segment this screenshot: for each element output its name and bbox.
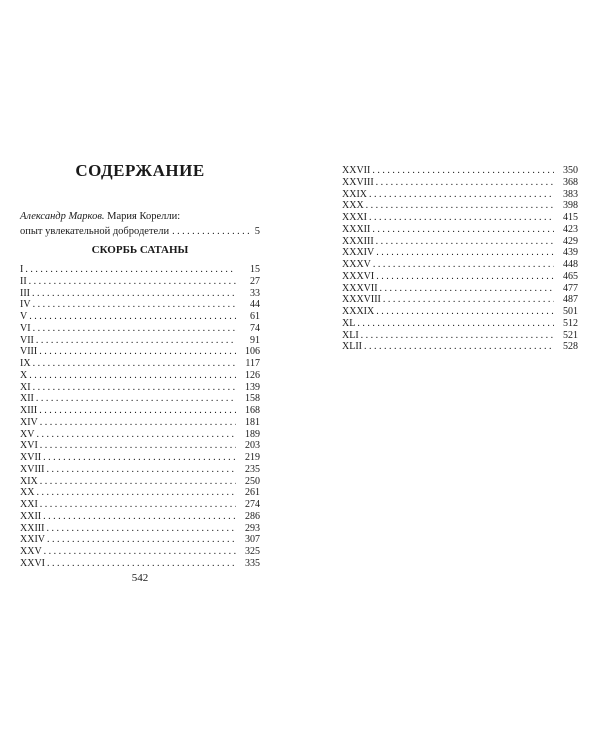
toc-entry (20, 299, 260, 311)
toc-entry (342, 271, 578, 283)
intro-page: 5 (254, 226, 260, 237)
chapter-numeral: XXXII (342, 223, 371, 235)
dot-leader (36, 487, 236, 499)
chapter-page: 477 (563, 282, 578, 294)
dot-leader (40, 499, 236, 511)
chapter-numeral: XXX (342, 200, 364, 212)
chapter-page: 512 (563, 317, 578, 329)
toc-entry (20, 476, 260, 488)
chapter-page: 261 (245, 487, 260, 499)
toc-entry (342, 283, 578, 295)
toc-entry (20, 346, 260, 358)
toc-entry (20, 288, 260, 300)
chapter-numeral: VIII (20, 346, 38, 358)
toc-entry (342, 236, 578, 248)
toc-entry (342, 294, 578, 306)
dot-leader (36, 335, 236, 347)
toc-entry (342, 200, 578, 212)
toc-entry (342, 318, 578, 330)
dot-leader (369, 189, 554, 201)
chapter-numeral: XLII (342, 341, 362, 353)
intro-line-2 (20, 224, 260, 239)
chapter-numeral: XXXVII (342, 282, 378, 294)
chapter-page: 415 (563, 212, 578, 223)
toc-entry (20, 499, 260, 511)
dot-leader (36, 429, 236, 441)
chapter-page: 528 (563, 341, 578, 353)
chapter-page: 61 (250, 311, 260, 322)
chapter-numeral: XXXV (342, 259, 371, 270)
chapter-page: 293 (245, 522, 260, 534)
chapter-page: 439 (563, 247, 578, 259)
chapter-numeral: XIV (20, 416, 38, 428)
chapter-numeral: XXXIII (342, 235, 374, 247)
dot-leader (376, 271, 554, 283)
chapter-page: 368 (563, 176, 578, 188)
chapter-numeral: XI (20, 381, 31, 393)
dot-leader (47, 534, 236, 546)
chapter-page: 383 (563, 188, 578, 200)
dot-leader (364, 341, 554, 353)
page-title: СОДЕРЖАНИЕ (75, 161, 205, 180)
toc-entry (20, 558, 260, 570)
dot-leader (361, 330, 554, 342)
dot-leader (40, 476, 236, 488)
chapter-page: 465 (563, 270, 578, 282)
chapter-numeral: V (20, 311, 28, 322)
toc-entry (342, 189, 578, 201)
chapter-numeral: XII (20, 393, 34, 405)
chapter-numeral: XXXI (342, 212, 367, 223)
dot-leader (372, 165, 554, 177)
chapter-page: 219 (245, 452, 260, 463)
chapter-page: 15 (250, 264, 260, 275)
dot-leader (46, 464, 236, 476)
toc-list-right (342, 165, 578, 353)
chapter-page: 189 (245, 428, 260, 440)
dot-leader (44, 546, 236, 558)
toc-entry (20, 382, 260, 394)
chapter-page: 168 (245, 405, 260, 416)
chapter-page: 117 (245, 358, 260, 369)
dot-leader (357, 318, 554, 330)
chapter-numeral: I (20, 264, 24, 275)
toc-entry (20, 429, 260, 441)
toc-entry (20, 452, 260, 464)
chapter-page: 235 (245, 463, 260, 475)
chapter-page: 250 (245, 475, 260, 487)
dot-leader (33, 382, 236, 394)
chapter-numeral: XVII (20, 452, 42, 463)
dot-leader (376, 247, 554, 259)
chapter-numeral: XXVII (342, 165, 371, 176)
chapter-numeral: VI (20, 322, 31, 334)
chapter-page: 27 (250, 275, 260, 287)
chapter-numeral: XXVIII (342, 176, 374, 188)
intro-line-1 (20, 209, 260, 224)
chapter-numeral: XXXVIII (342, 294, 381, 306)
dot-leader (29, 311, 236, 323)
chapter-numeral: XL (342, 317, 356, 329)
chapter-numeral: VII (20, 334, 34, 346)
toc-entry (20, 311, 260, 323)
toc-entry (20, 417, 260, 429)
chapter-numeral: XXXIX (342, 306, 375, 317)
toc-entry (20, 323, 260, 335)
toc-entry (342, 330, 578, 342)
toc-entry (20, 523, 260, 535)
chapter-numeral: XVIII (20, 463, 45, 475)
toc-entry (342, 341, 578, 353)
toc-entry (342, 212, 578, 224)
toc-entry (20, 276, 260, 288)
dot-leader (32, 288, 236, 300)
toc-entry (342, 165, 578, 177)
dot-leader (43, 511, 236, 523)
toc-entry (20, 464, 260, 476)
chapter-numeral: XV (20, 428, 35, 440)
chapter-numeral: XXIX (342, 188, 367, 200)
chapter-numeral: XLI (342, 329, 359, 341)
chapter-numeral: XXXVI (342, 270, 375, 282)
chapter-numeral: II (20, 275, 27, 287)
chapter-numeral: XXIII (20, 522, 45, 534)
dot-leader (29, 370, 236, 382)
chapter-page: 74 (250, 322, 260, 334)
chapter-page: 33 (250, 287, 260, 299)
chapter-page: 501 (563, 306, 578, 317)
toc-entry (20, 370, 260, 382)
chapter-page: 350 (563, 165, 578, 176)
intro-title-end: опыт увлекательной добродетели (20, 226, 170, 237)
page-number: 542 (131, 572, 149, 584)
chapter-numeral: XVI (20, 440, 38, 452)
section-title: СКОРБЬ САТАНЫ (91, 244, 189, 256)
chapter-page: 307 (245, 534, 260, 546)
chapter-page: 139 (245, 381, 260, 393)
dot-leader (373, 259, 554, 271)
chapter-page: 181 (245, 416, 260, 428)
chapter-page: 487 (563, 294, 578, 306)
dot-leader (376, 236, 554, 248)
dot-leader (43, 452, 236, 464)
chapter-numeral: XXI (20, 499, 38, 510)
toc-entry (20, 335, 260, 347)
chapter-page: 521 (563, 329, 578, 341)
dot-leader (33, 323, 236, 335)
chapter-numeral: IV (20, 299, 31, 311)
toc-entry (342, 247, 578, 259)
dot-leader (29, 276, 236, 288)
chapter-page: 203 (245, 440, 260, 452)
chapter-numeral: III (20, 287, 30, 299)
dot-leader (46, 523, 236, 535)
dot-leader (380, 283, 554, 295)
dot-leader (47, 558, 236, 570)
dot-leader (40, 440, 236, 452)
chapter-numeral: XIII (20, 405, 38, 416)
dot-leader (383, 294, 554, 306)
chapter-numeral: XXIV (20, 534, 45, 546)
intro-leader (172, 224, 252, 239)
dot-leader (36, 393, 236, 405)
intro-entry (20, 209, 260, 239)
toc-entry (20, 534, 260, 546)
chapter-page: 158 (245, 393, 260, 405)
chapter-numeral: XXVI (20, 557, 45, 569)
chapter-numeral: XX (20, 487, 35, 499)
chapter-page: 423 (563, 223, 578, 235)
chapter-numeral: X (20, 369, 28, 381)
chapter-numeral: XXXIV (342, 247, 375, 259)
dot-leader (39, 346, 236, 358)
chapter-page: 398 (563, 200, 578, 212)
chapter-page: 126 (245, 369, 260, 381)
dot-leader (376, 177, 554, 189)
chapter-page: 448 (563, 259, 578, 270)
toc-entry (20, 358, 260, 370)
toc-entry (342, 306, 578, 318)
toc-entry (20, 264, 260, 276)
dot-leader (376, 306, 554, 318)
dot-leader (25, 264, 236, 276)
dot-leader (33, 358, 236, 370)
toc-entry (20, 487, 260, 499)
dot-leader (33, 299, 236, 311)
chapter-page: 44 (250, 299, 260, 311)
chapter-page: 106 (245, 346, 260, 358)
chapter-page: 91 (250, 334, 260, 346)
intro-author: Александр Марков. (20, 211, 105, 222)
chapter-page: 286 (245, 510, 260, 522)
chapter-numeral: IX (20, 358, 31, 369)
toc-entry (20, 405, 260, 417)
toc-entry (342, 224, 578, 236)
toc-entry (20, 440, 260, 452)
chapter-numeral: XIX (20, 475, 38, 487)
dot-leader (40, 417, 236, 429)
toc-entry (342, 259, 578, 271)
chapter-numeral: XXII (20, 510, 42, 522)
toc-entry (20, 393, 260, 405)
chapter-page: 325 (245, 546, 260, 557)
toc-entry (20, 546, 260, 558)
right-page (300, 0, 600, 750)
intro-title-start: Мария Корелли: (104, 211, 181, 222)
chapter-page: 274 (245, 499, 260, 510)
dot-leader (372, 224, 554, 236)
chapter-page: 335 (245, 557, 260, 569)
toc-entry (342, 177, 578, 189)
toc-entry (20, 511, 260, 523)
toc-list-left (20, 264, 260, 570)
dot-leader (39, 405, 236, 417)
chapter-page: 429 (563, 235, 578, 247)
dot-leader (366, 200, 554, 212)
dot-leader (369, 212, 554, 224)
chapter-numeral: XXV (20, 546, 42, 557)
